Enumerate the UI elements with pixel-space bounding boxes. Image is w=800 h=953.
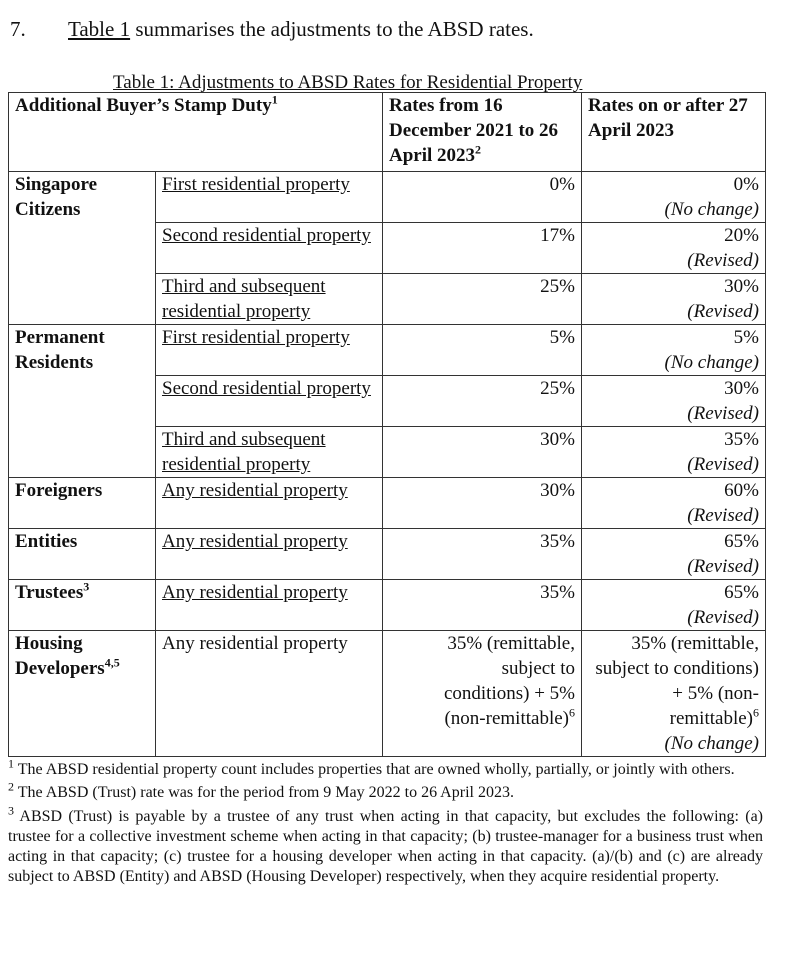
property-cell: [156, 376, 383, 427]
old-rate-cell: [383, 631, 582, 757]
footnote-ref-2: 2: [475, 142, 482, 157]
new-rate-value: 5%: [733, 327, 759, 348]
paragraph-text: summarises the adjustments to the ABSD rates.: [130, 17, 534, 41]
category-cell: [9, 478, 156, 529]
new-rate-cell: [582, 274, 766, 325]
footnote-2: [8, 779, 763, 803]
property-cell: [156, 172, 383, 223]
new-rate-value: 35% (remittable, subject to conditions) + 5% (non-remittable): [595, 633, 759, 729]
new-rate-cell: [582, 325, 766, 376]
table-row: [9, 325, 766, 376]
category-cell: [9, 631, 156, 757]
rate-status: (Revised): [687, 505, 759, 526]
new-rate-cell: [582, 223, 766, 274]
property-cell: [156, 427, 383, 478]
new-rate-value: 35%: [724, 429, 759, 450]
old-rate-value: 5%: [549, 327, 575, 348]
footnote-3-text: ABSD (Trust) is payable by a trustee of any trust when acting in that capacity, but excludes the following: (a) trustee for a collective investment scheme when acting in that capacity; (b) trustee-manager for a business trust when acting in that capacity; (c) trustee for a housing developer when acting in that capacity. (a)/(b) and (c) are already subject to ABSD (Entity) and ABSD (Housing Developer) respectively, when they acquire residential property.: [8, 808, 763, 885]
old-rate-value: 0%: [549, 174, 575, 195]
footnote-ref-6: 6: [753, 705, 759, 720]
property-type: Third and subsequent residential property: [162, 276, 326, 322]
footnote-2-text: The ABSD (Trust) rate was for the period from 9 May 2022 to 26 April 2023.: [14, 784, 514, 801]
old-rate-cell: [383, 325, 582, 376]
category-label: Trustees: [15, 582, 84, 603]
old-rate-value: 30%: [540, 480, 575, 501]
table-row-housing-developers: [9, 631, 766, 757]
rate-status: (No change): [664, 199, 759, 220]
new-rate-cell: [582, 631, 766, 757]
category-label: Entities: [15, 531, 78, 552]
category-label: Foreigners: [15, 480, 103, 501]
old-rate-cell: [383, 427, 582, 478]
new-rate-cell: [582, 478, 766, 529]
new-rate-value: 60%: [724, 480, 759, 501]
property-type: Any residential property: [162, 582, 348, 603]
category-label: Permanent Residents: [15, 327, 105, 373]
footnote-ref: 4,5: [104, 655, 120, 670]
new-rate-cell: [582, 172, 766, 223]
property-cell: [156, 529, 383, 580]
property-type: Second residential property: [162, 225, 371, 246]
footnote-2-mark: 2: [8, 779, 14, 794]
new-rate-cell: [582, 580, 766, 631]
property-type: Second residential property: [162, 378, 371, 399]
footnote-1-mark: 1: [8, 756, 14, 771]
old-rate-cell: [383, 580, 582, 631]
header-absd-label: Additional Buyer’s Stamp Duty: [15, 95, 272, 116]
table-row: [9, 172, 766, 223]
rate-status: (Revised): [687, 454, 759, 475]
property-cell: [156, 478, 383, 529]
new-rate-value: 0%: [733, 174, 759, 195]
table-caption: Table 1: Adjustments to ABSD Rates for Residential Property: [113, 72, 583, 93]
new-rate-cell: [582, 529, 766, 580]
new-rate-value: 30%: [724, 378, 759, 399]
table-row: [9, 580, 766, 631]
footnote-3-mark: 3: [8, 803, 14, 818]
category-label: Singapore Citizens: [15, 174, 98, 220]
category-cell: [9, 580, 156, 631]
header-cell-absd: [9, 93, 383, 172]
property-cell: [156, 223, 383, 274]
rate-status: (Revised): [687, 301, 759, 322]
property-type: Third and subsequent residential property: [162, 429, 326, 475]
property-cell: [156, 631, 383, 757]
header-new-rates-label: Rates on or after 27 April 2023: [588, 95, 748, 141]
old-rate-cell: [383, 376, 582, 427]
property-cell: [156, 325, 383, 376]
rate-status: (Revised): [687, 250, 759, 271]
property-type: First residential property: [162, 174, 350, 195]
absd-rates-table: [8, 92, 766, 757]
new-rate-value-wrap: [588, 631, 759, 731]
new-rate-value: 65%: [724, 531, 759, 552]
old-rate-value: 30%: [540, 429, 575, 450]
footnote-1: [8, 756, 763, 780]
paragraph-number: 7.: [10, 17, 26, 41]
rate-status: (Revised): [687, 403, 759, 424]
old-rate-cell: [383, 274, 582, 325]
new-rate-cell: [582, 427, 766, 478]
header-cell-old-rates: [383, 93, 582, 172]
property-type: First residential property: [162, 327, 350, 348]
new-rate-cell: [582, 376, 766, 427]
rate-status: (No change): [664, 352, 759, 373]
header-cell-new-rates: [582, 93, 766, 172]
table-header-row: [9, 93, 766, 172]
rate-status: (No change): [664, 733, 759, 754]
table-row: [9, 478, 766, 529]
category-label: Housing Developers: [15, 633, 105, 679]
property-type: Any residential property: [162, 633, 348, 654]
rate-status: (Revised): [687, 556, 759, 577]
old-rate-cell: [383, 223, 582, 274]
category-cell: [9, 172, 156, 325]
old-rate-value: 35% (remittable, subject to conditions) + 5% (non-remittable): [443, 633, 575, 729]
footnote-ref-6: 6: [569, 705, 575, 720]
footnote-3: [8, 803, 763, 887]
old-rate-cell: [383, 478, 582, 529]
new-rate-value: 65%: [724, 582, 759, 603]
old-rate-value: 25%: [540, 276, 575, 297]
property-cell: [156, 274, 383, 325]
old-rate-value: 35%: [540, 582, 575, 603]
footnote-1-text: The ABSD residential property count includes properties that are owned wholly, partially, or jointly with others.: [14, 761, 735, 778]
new-rate-value: 20%: [724, 225, 759, 246]
category-cell: [9, 529, 156, 580]
rate-status: (Revised): [687, 607, 759, 628]
footnote-ref-1: 1: [271, 92, 278, 107]
old-rate-cell: [383, 172, 582, 223]
old-rate-cell: [383, 529, 582, 580]
table-1-link[interactable]: Table 1: [68, 17, 131, 41]
property-type: Any residential property: [162, 531, 348, 552]
table-row: [9, 529, 766, 580]
old-rate-value: 25%: [540, 378, 575, 399]
header-old-rates-label: Rates from 16 December 2021 to 26 April 2023: [389, 95, 559, 166]
property-cell: [156, 580, 383, 631]
footnote-ref: 3: [83, 579, 90, 594]
new-rate-value: 30%: [724, 276, 759, 297]
property-type: Any residential property: [162, 480, 348, 501]
old-rate-value: 35%: [540, 531, 575, 552]
paragraph-7: [10, 16, 534, 42]
old-rate-value: 17%: [540, 225, 575, 246]
category-cell: [9, 325, 156, 478]
footnotes: [8, 756, 763, 887]
